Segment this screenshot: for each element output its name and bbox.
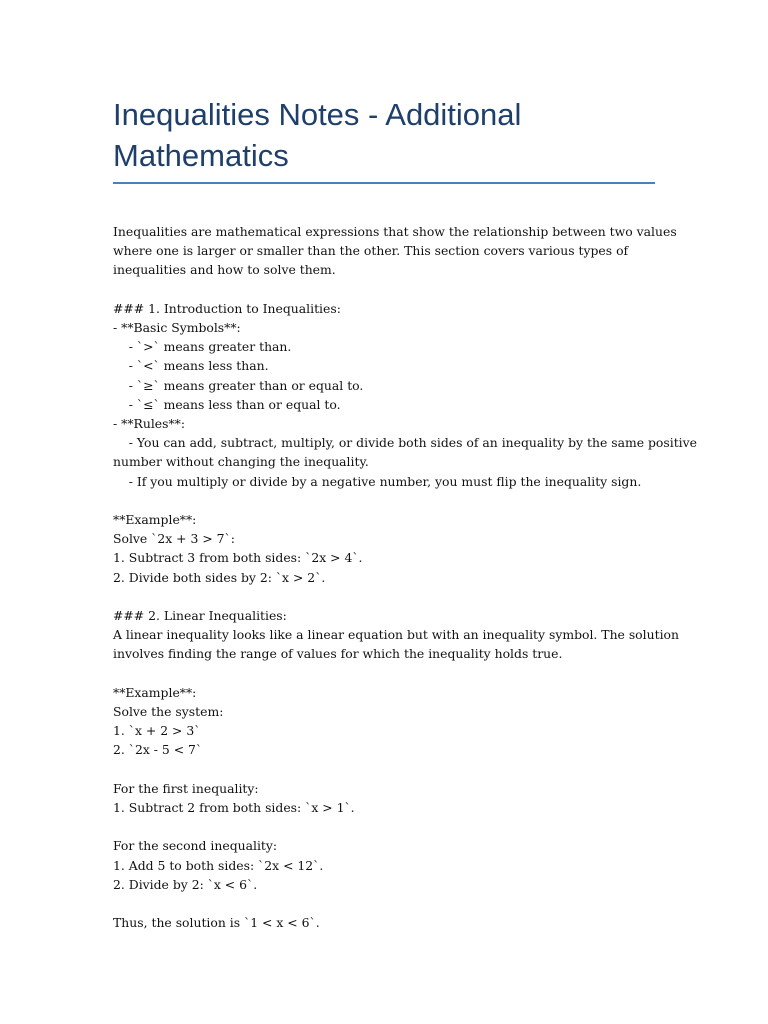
text-line: Thus, the solution is `1 < x < 6`. [113, 915, 320, 931]
blank-line [113, 664, 655, 683]
text-line: ### 2. Linear Inequalities: [113, 608, 287, 624]
document-body [113, 222, 697, 932]
text-line: **Example**: [113, 684, 197, 700]
text-line: - **Basic Symbols**: [113, 320, 241, 335]
text-line: inequalities and how to solve them. [113, 262, 336, 278]
text-line: - `≥` means greater than or equal to. [113, 377, 364, 393]
text-line: **Example**: [113, 512, 197, 528]
blank-line [113, 894, 655, 913]
text-line: - **Rules**: [113, 416, 186, 432]
text-line: Solve the system: [113, 704, 224, 720]
text-line: 1. Subtract 3 from both sides: `2x > 4`. [113, 550, 363, 566]
text-line: Solve `2x + 3 > 7`: [113, 531, 235, 547]
text-line: For the second inequality: [113, 838, 278, 854]
text-line: 1. Subtract 2 from both sides: `x > 1`. [113, 800, 355, 816]
text-line: 1. `x + 2 > 3` [113, 723, 201, 739]
text-line: ### 1. Introduction to Inequalities: [113, 300, 341, 316]
text-line: - You can add, subtract, multiply, or divide both sides of an inequality by the same positive [113, 435, 697, 451]
text-line: 2. Divide by 2: `x < 6`. [113, 876, 258, 892]
text-line: Inequalities are mathematical expressions that show the relationship between two values [113, 224, 677, 239]
document-title: Inequalities Notes - Additional Mathematics [113, 94, 655, 184]
text-line: 2. `2x - 5 < 7` [113, 742, 203, 758]
text-line: A linear inequality looks like a linear equation but with an inequality symbol. The solution [113, 627, 679, 643]
blank-line [113, 587, 655, 606]
text-line: - `≤` means less than or equal to. [113, 396, 341, 412]
text-line: 1. Add 5 to both sides: `2x < 12`. [113, 857, 324, 873]
text-line: - `<` means less than. [113, 358, 269, 374]
blank-line [113, 817, 655, 836]
text-line: - `>` means greater than. [113, 339, 292, 355]
text-line: number without changing the inequality. [113, 454, 369, 470]
blank-line [113, 760, 655, 779]
text-line: 2. Divide both sides by 2: `x > 2`. [113, 569, 326, 585]
text-line: For the first inequality: [113, 780, 259, 796]
blank-line [113, 491, 655, 510]
blank-line [113, 280, 655, 299]
text-line: - If you multiply or divide by a negative number, you must flip the inequality sign. [113, 473, 642, 489]
text-line: where one is larger or smaller than the other. This section covers various types of [113, 243, 629, 259]
text-line: involves finding the range of values for which the inequality holds true. [113, 646, 563, 662]
